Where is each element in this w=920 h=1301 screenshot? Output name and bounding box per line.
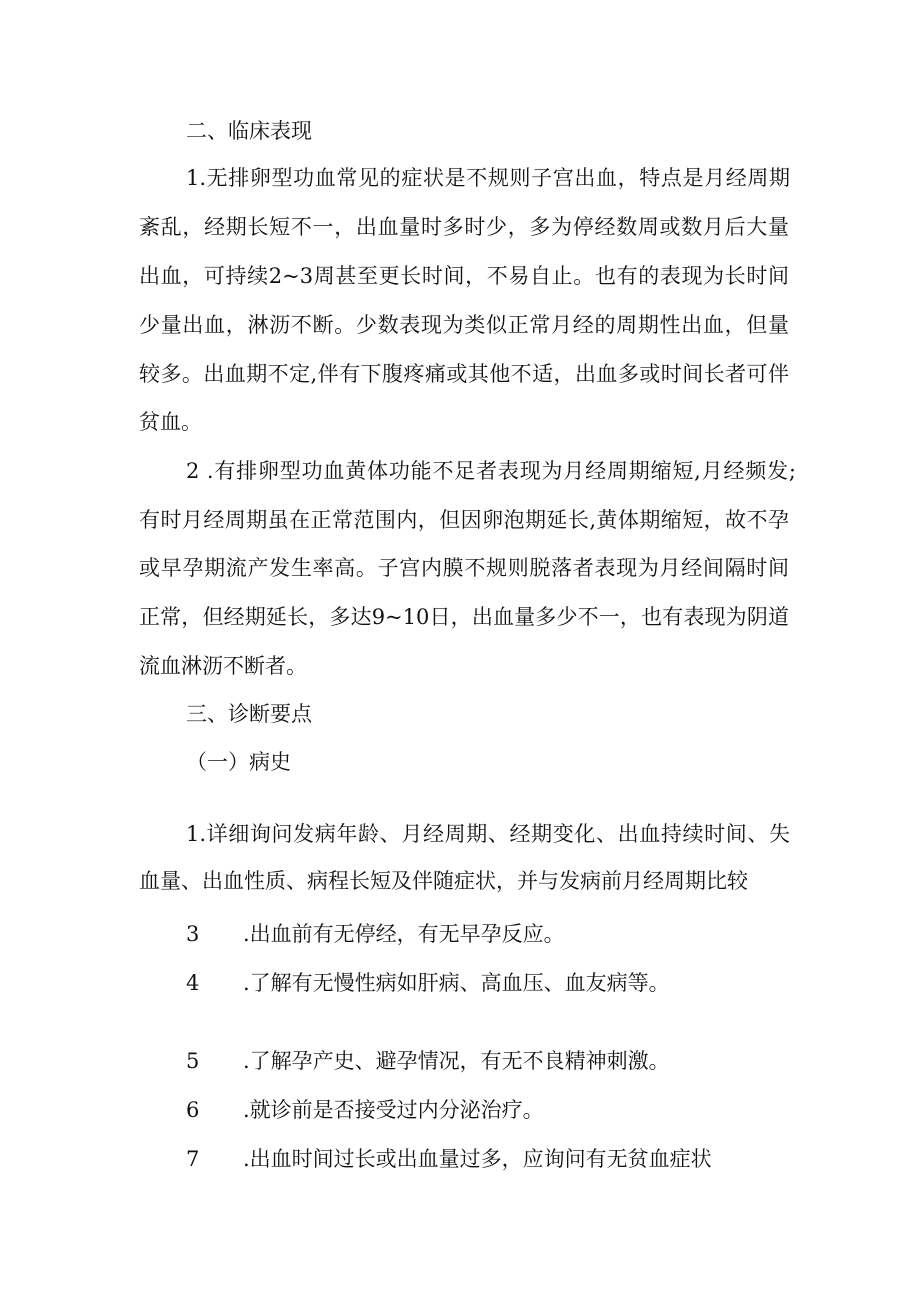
paragraph-line: 出血，可持续2~3周甚至更长时间，不易自止。也有的表现为长时间: [139, 264, 789, 288]
list-item-number: 7: [186, 1147, 200, 1171]
paragraph-line: 紊乱，经期长短不一，出血量时多时少，多为停经数周或数月后大量: [139, 215, 789, 239]
paragraph-line: 血量、出血性质、病程长短及伴随症状，并与发病前月经周期比较: [139, 869, 748, 893]
paragraph-line: 或早孕期流产发生率高。子宫内膜不规则脱落者表现为月经间隔时间: [139, 556, 789, 580]
subsection-heading-history: （一）病史: [186, 750, 291, 774]
list-item-number: 5: [186, 1049, 200, 1073]
list-item-text: .就诊前是否接受过内分泌治疗。: [243, 1098, 544, 1122]
paragraph-line: 少量出血，淋沥不断。少数表现为类似正常月经的周期性出血，但量: [139, 313, 789, 337]
section-heading-diagnosis: 三、诊断要点: [186, 702, 312, 726]
section-heading-clinical: 二、临床表现: [186, 119, 312, 143]
list-item-text: .出血前有无停经，有无早孕反应。: [243, 922, 565, 946]
paragraph-line: 有时月经周期虽在正常范围内，但因卵泡期延长,黄体期缩短，故不孕: [139, 508, 789, 532]
list-item-text: .了解有无慢性病如肝病、高血压、血友病等。: [243, 971, 670, 995]
paragraph-line: 贫血。: [139, 410, 202, 434]
paragraph-line: 流血淋沥不断者。: [139, 654, 307, 678]
list-item-number: 4: [186, 971, 200, 995]
paragraph-line: 1.无排卵型功血常见的症状是不规则子宫出血，特点是月经周期: [186, 166, 790, 190]
list-item-number: 6: [186, 1098, 200, 1122]
list-item-text: .出血时间过长或出血量过多，应询问有无贫血症状: [243, 1147, 712, 1171]
paragraph-line: 1.详细询问发病年龄、月经周期、经期变化、出血持续时间、失: [186, 822, 790, 846]
paragraph-line: 正常，但经期延长，多达9~10日，出血量多少不一，也有表现为阴道: [139, 605, 789, 629]
paragraph-line: 2 .有排卵型功血黄体功能不足者表现为月经周期缩短,月经频发;: [186, 459, 796, 483]
list-item-number: 3: [186, 922, 200, 946]
paragraph-line: 较多。出血期不定,伴有下腹疼痛或其他不适，出血多或时间长者可伴: [139, 362, 789, 386]
list-item-text: .了解孕产史、避孕情况，有无不良精神刺激。: [243, 1049, 670, 1073]
